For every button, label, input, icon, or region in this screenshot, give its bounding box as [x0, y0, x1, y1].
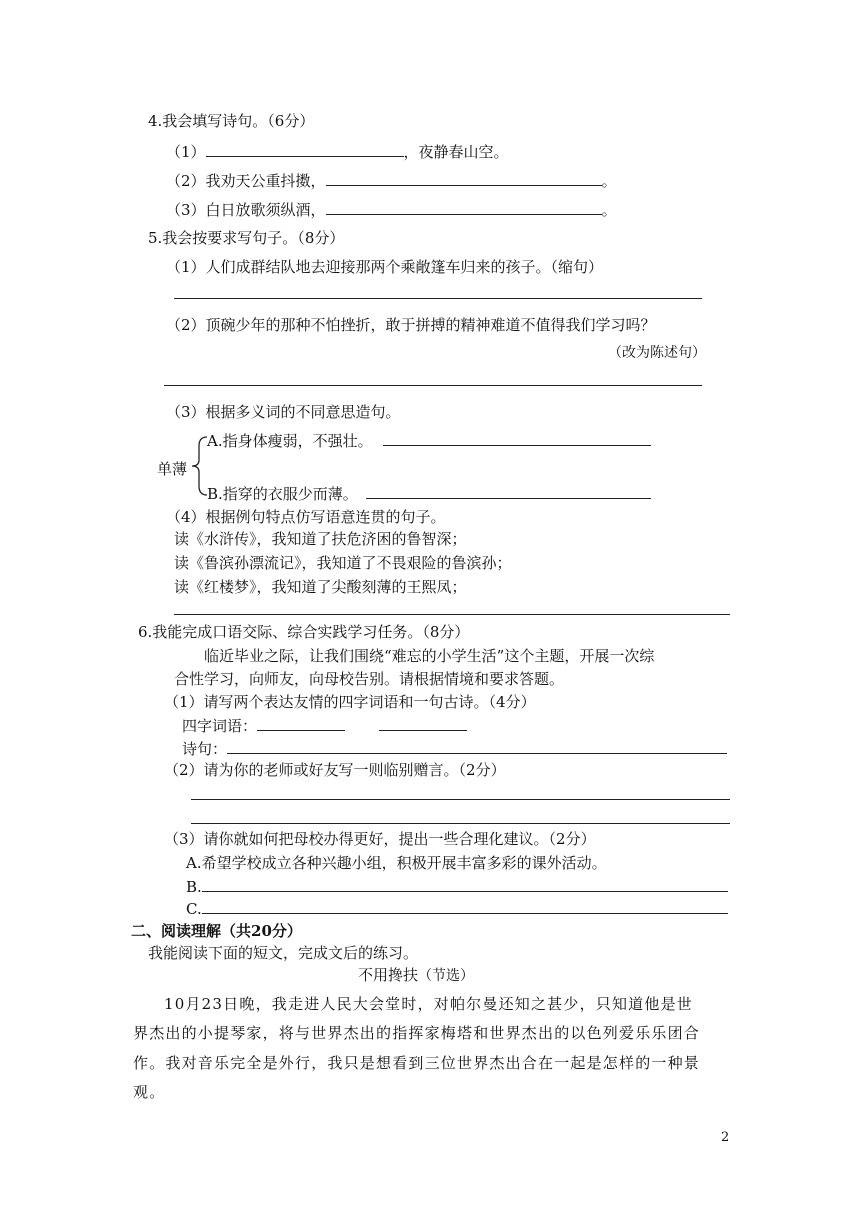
q6-item-1: （1）请写两个表达友情的四字词语和一句古诗。（4分） [164, 693, 536, 711]
q5-item-1: （1）人们成群结队地去迎接那两个乘敞篷车归来的孩子。（缩句） [166, 258, 604, 276]
q5-item-2-note: （改为陈述句） [608, 345, 706, 361]
q6-idiom-row [182, 715, 467, 736]
q5-heading: 5.我会按要求写句子。（8分） [148, 229, 345, 247]
q5-item-2: （2）顶碗少年的那种不怕挫折，敢于拼搏的精神难道不值得我们学习吗？ [166, 316, 656, 334]
q6-poem-row [182, 738, 727, 759]
passage-line-2: 界杰出的小提琴家，将与世界杰出的指挥家梅塔和世界杰出的以色列爱乐乐团合 [133, 1024, 701, 1042]
q6-item-3: （3）请你就如何把母校办得更好，提出一些合理化建议。（2分） [164, 830, 596, 848]
q6-idiom-label: 四字词语： [182, 717, 258, 735]
q5-item-3: （3）根据多义词的不同意思造句。 [166, 403, 401, 421]
q6-item-2: （2）请为你的老师或好友写一则临别赠言。（2分） [164, 761, 506, 779]
page-number: 2 [721, 1130, 730, 1145]
q4-item-3-text: 白日放歌须纵酒， [205, 201, 326, 219]
passage-title-note: （节选） [418, 968, 475, 984]
q6-idiom-blank-1[interactable] [257, 715, 345, 731]
q4-item-2-text: 我劝天公重抖擞， [205, 172, 326, 190]
q4-item-2-number: （2） [166, 172, 206, 190]
q5-option-a-blank[interactable] [383, 430, 651, 446]
q4-item-3-blank[interactable] [326, 199, 602, 215]
q6-intro-line-2: 合性学习，向师友，向母校告别。请根据情境和要求答题。 [174, 670, 565, 688]
q4-item-1-text: ，夜静春山空。 [403, 143, 509, 161]
q5-item-2-answer-line[interactable] [164, 385, 702, 386]
q5-option-b-blank[interactable] [366, 483, 651, 499]
section-2-instruction: 我能阅读下面的短文，完成文后的练习。 [148, 944, 419, 962]
passage-line-3: 作。我对音乐完全是外行，我只是想看到三位世界杰出合在一起是怎样的一种景 [133, 1054, 701, 1072]
q6-item-2-answer-line-1[interactable] [191, 799, 730, 800]
passage-title: 不用搀扶 [358, 966, 419, 984]
q5-option-a-text: A.指身体瘦弱，不强壮。 [207, 432, 373, 450]
q5-option-b [207, 483, 651, 504]
q6-suggestion-b [186, 876, 728, 897]
q5-item-4-answer-line[interactable] [174, 614, 730, 615]
q4-item-1-number: （1） [166, 143, 206, 161]
q6-suggestion-c-blank[interactable] [202, 898, 728, 914]
q4-item-3-number: （3） [166, 201, 206, 219]
passage-title-row [358, 965, 474, 986]
q6-suggestion-a: A.希望学校成立各种兴趣小组，积极开展丰富多彩的课外活动。 [186, 854, 607, 872]
q5-example-2: 读《鲁滨孙漂流记》，我知道了不畏艰险的鲁滨孙； [174, 554, 512, 572]
q6-suggestion-c [186, 898, 728, 919]
q5-item-4: （4）根据例句特点仿写语意连贯的句子。 [166, 508, 446, 526]
q4-item-2-blank[interactable] [326, 170, 602, 186]
q5-example-1: 读《水浒传》，我知道了扶危济困的鲁智深； [174, 530, 467, 548]
q6-poem-label: 诗句： [182, 740, 228, 758]
section-2-heading: 二、阅读理解（共20分） [131, 922, 302, 940]
q4-item-3-end: 。 [601, 201, 617, 219]
q5-example-3: 读《红楼梦》，我知道了尖酸刻薄的王熙凤； [174, 578, 467, 596]
q6-idiom-blank-2[interactable] [379, 715, 467, 731]
q6-intro-line-1: 临近毕业之际，让我们围绕“难忘的小学生活”这个主题，开展一次综 [204, 647, 655, 665]
polysemy-word: 单薄 [157, 460, 188, 478]
passage-line-1: 10月23日晚，我走进人民大会堂时，对帕尔曼还知之甚少，只知道他是世 [164, 995, 693, 1013]
q4-heading: 4.我会填写诗句。（6分） [148, 112, 315, 130]
q5-option-b-text: B.指穿的衣服少而薄。 [207, 485, 358, 503]
q6-poem-blank[interactable] [227, 738, 727, 754]
q5-item-1-answer-line[interactable] [174, 298, 702, 299]
q4-item-3 [166, 199, 617, 220]
q4-item-1 [166, 141, 509, 162]
q4-item-2 [166, 170, 617, 191]
q6-suggestion-b-label: B. [186, 878, 202, 896]
q6-heading: 6.我能完成口语交际、综合实践学习任务。（8分） [138, 623, 470, 641]
passage-line-4: 观。 [133, 1083, 166, 1101]
q6-item-2-answer-line-2[interactable] [191, 823, 730, 824]
q6-suggestion-c-label: C. [186, 900, 202, 918]
q4-item-1-blank[interactable] [206, 141, 404, 157]
q4-item-2-end: 。 [601, 172, 617, 190]
q6-suggestion-b-blank[interactable] [202, 876, 728, 892]
q5-option-a [207, 430, 651, 451]
